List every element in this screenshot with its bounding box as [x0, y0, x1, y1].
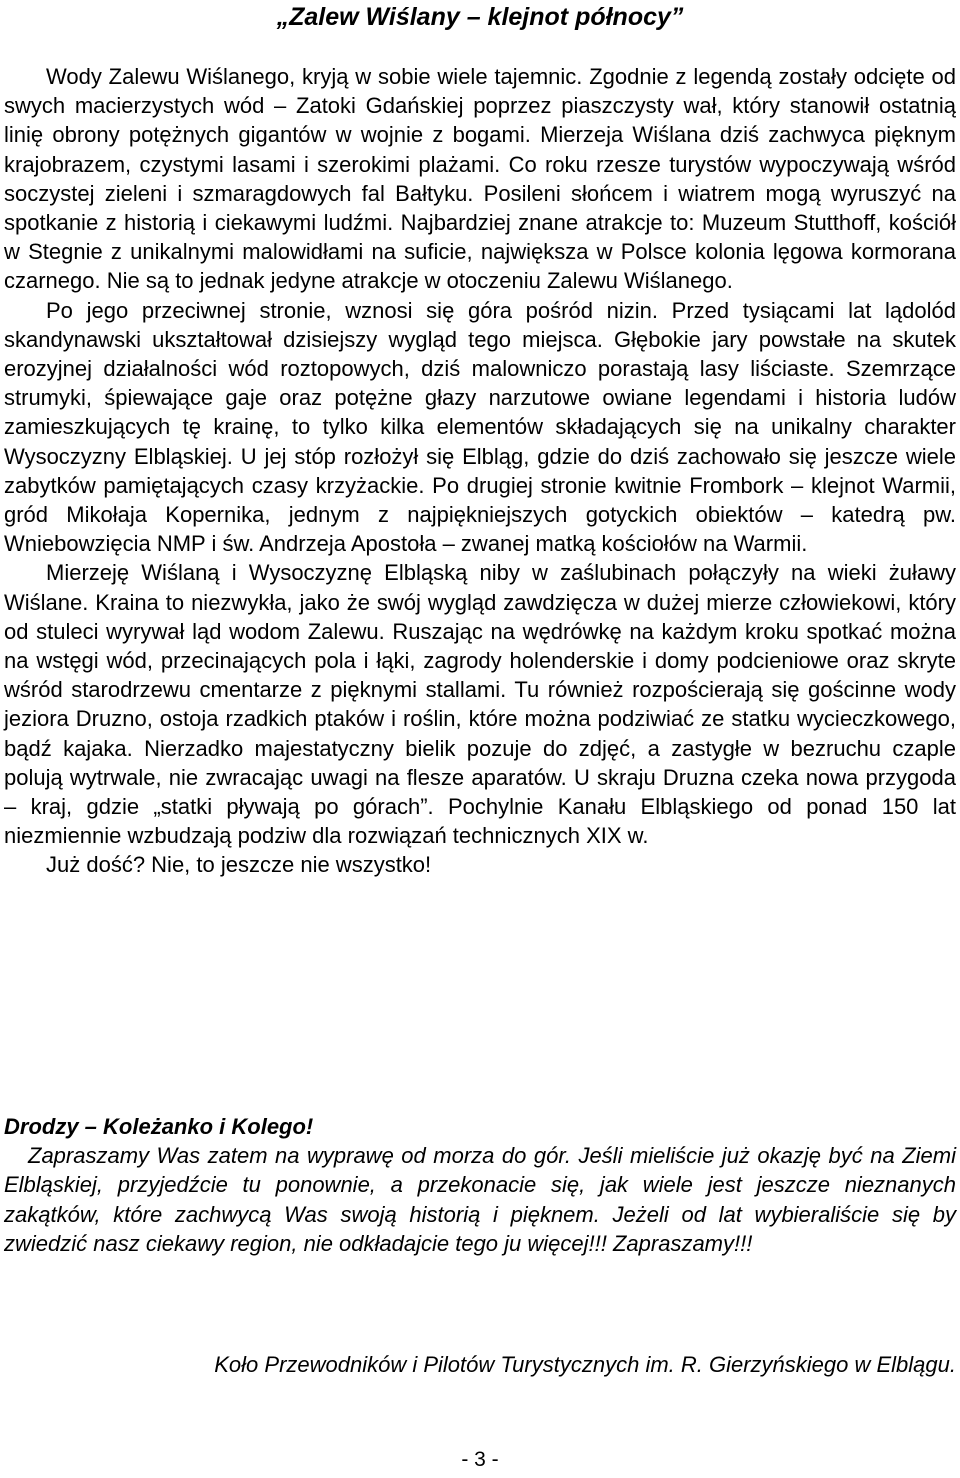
paragraph-wysoczyzna: Po jego przeciwnej stronie, wznosi się góra pośród nizin. Przed tysiącami lat lądolód skandynawski ukształtował dzisiejszy wygląd tego miejsca. Głębokie jary powstałe na skutek erozyjnej działalności wód roztopowych, dziś malowniczo porastają lasy liściaste. Szemrzące strumyki, śpiewające gaje oraz potężne głazy narzutowe owiane legendami i historia ludów zamieszkujących tę krainę, to tylko kilka elementów składających się na unikalny charakter Wysoczyzny Elbląskiej. U jej stóp rozłożył się Elbląg, gdzie do dziś zachowało się jeszcze wiele zabytków pamiętających czasy krzyżackie. Po drugiej stronie kwitnie Frombork – klejnot Warmii, gród Mikołaja Kopernika, jednym z najpiękniejszych gotyckich obiektów – katedrą pw. Wniebowzięcia NMP i św. Andrzeja Apostoła – zwanej matką kościołów na Warmii. — [4, 297, 956, 557]
document-title: „Zalew Wiślany – klejnot północy” — [276, 3, 684, 31]
page-number: - 3 - — [461, 1448, 499, 1471]
paragraph-zulawy: Mierzeję Wiślaną i Wysoczyznę Elbląską niby w zaślubinach połączyły na wieki żuławy Wiślane. Kraina to niezwykła, jako że swój wygląd zawdzięcza w dużej mierze człowiekowi, który od stuleci wyrywał ląd wodom Zalewu. Ruszając na wędrówkę na każdym kroku spotkać można na wstęgi wód, przecinających pola i łąki, zagrody holenderskie i domy podcieniowe oraz skryte wśród starodrzewu cmentarze z pięknymi stallami. Tu również rozpościerają się gościnne wody jeziora Druzno, ostoja rzadkich ptaków i roślin, które można podziwiać ze statku wycieczkowego, bądź kajaka. Nierzadko majestatyczny bielik pozuje do zdjęć, a zastygłe w bezruchu czaple polują wytrwale, nie zwracając uwagi na flesze aparatów. U skraju Druzna czeka nowa przygoda – kraj, gdzie „statki pływają po górach”. Pochylnie Kanału Elbląskiego od ponad 150 lat niezmiennie wzbudzają podziw dla rozwiązań technicznych XIX w. — [4, 560, 956, 849]
paragraph-question: Już dość? Nie, to jeszcze nie wszystko! — [46, 852, 432, 878]
closing-invitation: Zapraszamy Was zatem na wyprawę od morza do gór. Jeśli mieliście już okazję być na Ziemi Elbląskiej, przyjedźcie tu ponownie, a przekonacie się, jak wiele jest jeszcze nieznanych zakątków, które zachwycą Was swoją historią i pięknem. Jeżeli od lat wybieraliście się by zwiedzić nasz ciekawy region, nie odkładajcie tego ju więcej!!! Zapraszamy!!! — [4, 1143, 956, 1256]
paragraph-mierzeja: Wody Zalewu Wiślanego, kryją w sobie wiele tajemnic. Zgodnie z legendą zostały odcięte od swych macierzystych wód – Zatoki Gdańskiej poprzez piaszczysty wał, który stanowił ostatnią linię obrony potężnych gigantów w wojnie z bogami. Mierzeja Wiślana dziś zachwyca pięknym krajobrazem, czystymi lasami i szerokimi plażami. Co roku rzesze turystów wypoczywają wśród soczystej zieleni i szmaragdowych fal Bałtyku. Posileni słońcem i wiatrem mogą wyruszyć na spotkanie z historią i ciekawymi ludźmi. Najbardziej znane atrakcje to: Muzeum Stutthoff, kościół w Stegnie z unikalnymi malowidłami na suficie, największa w Polsce kolonia lęgowa kormorana czarnego. Nie są to jednak jedyne atrakcje w otoczeniu Zalewu Wiślanego. — [4, 64, 956, 294]
signature: Koło Przewodników i Pilotów Turystycznych im. R. Gierzyńskiego w Elblągu. — [214, 1352, 956, 1377]
article-body — [4, 62, 956, 880]
closing-section — [4, 1112, 956, 1258]
closing-greeting: Drodzy – Koleżanko i Kolego! — [4, 1114, 314, 1139]
